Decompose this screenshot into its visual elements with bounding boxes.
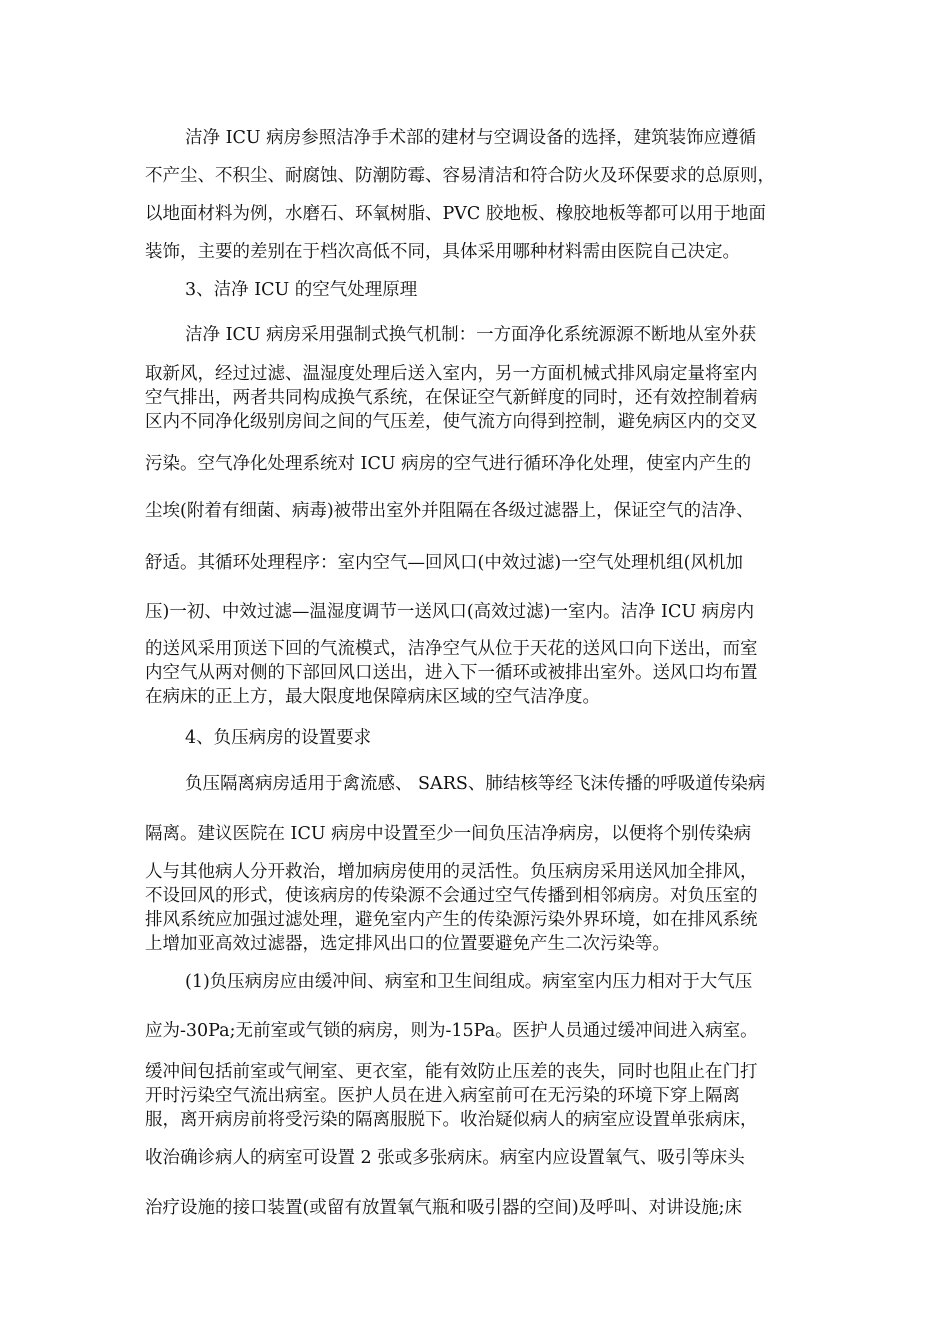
text-line: 负压隔离病房适用于禽流感、 SARS、肺结核等经飞沫传播的呼吸道传染病 xyxy=(185,774,766,794)
text-line: 在病床的正上方，最大限度地保障病床区域的空气洁净度。 xyxy=(145,687,600,707)
text-line: 收治确诊病人的病室可设置 2 张或多张病床。病室内应设置氧气、吸引等床头 xyxy=(145,1148,745,1168)
text-line: 空气排出，两者共同构成换气系统，在保证空气新鲜度的同时，还有效控制着病 xyxy=(145,388,758,408)
text-line: 的送风采用顶送下回的气流模式，洁净空气从位于天花的送风口向下送出，而室 xyxy=(145,639,758,659)
text-line: 洁净 ICU 病房参照洁净手术部的建材与空调设备的选择，建筑装饰应遵循 xyxy=(185,128,757,148)
text-line: 不设回风的形式，使该病房的传染源不会通过空气传播到相邻病房。对负压室的 xyxy=(145,886,758,906)
text-line: 以地面材料为例，水磨石、环氧树脂、PVC 胶地板、橡胶地板等都可以用于地面 xyxy=(145,204,766,224)
text-line: 治疗设施的接口装置(或留有放置氧气瓶和吸引器的空间)及呼叫、对讲设施;床 xyxy=(145,1198,743,1218)
text-line: 不产尘、不积尘、耐腐蚀、防潮防霉、容易清洁和符合防火及环保要求的总原则， xyxy=(145,166,775,186)
text-line: 开时污染空气流出病室。医护人员在进入病室前可在无污染的环境下穿上隔离 xyxy=(145,1086,740,1106)
text-line: 压)一初、中效过滤—温湿度调节一送风口(高效过滤)一室内。洁净 ICU 病房内 xyxy=(145,602,755,622)
text-line: 尘埃(附着有细菌、病毒)被带出室外并阻隔在各级过滤器上，保证空气的洁净、 xyxy=(145,501,754,521)
text-line: 上增加亚高效过滤器，选定排风出口的位置要避免产生二次污染等。 xyxy=(145,934,670,954)
text-line: 装饰，主要的差别在于档次高低不同，具体采用哪种材料需由医院自己决定。 xyxy=(145,242,740,262)
text-line: (1)负压病房应由缓冲间、病室和卫生间组成。病室室内压力相对于大气压 xyxy=(185,972,753,992)
text-line: 应为-30Pa;无前室或气锁的病房，则为-15Pa。医护人员通过缓冲间进入病室。 xyxy=(145,1021,758,1041)
text-line: 排风系统应加强过滤处理，避免室内产生的传染源污染外界环境，如在排风系统 xyxy=(145,910,758,930)
text-line: 污染。空气净化处理系统对 ICU 病房的空气进行循环净化处理，使室内产生的 xyxy=(145,454,752,474)
text-line: 服，离开病房前将受污染的隔离服脱下。收治疑似病人的病室应设置单张病床， xyxy=(145,1110,758,1130)
text-line: 区内不同净化级别房间之间的气压差，使气流方向得到控制，避免病区内的交叉 xyxy=(145,412,758,432)
text-line: 人与其他病人分开救治，增加病房使用的灵活性。负压病房采用送风加全排风， xyxy=(145,862,758,882)
text-line: 舒适。其循环处理程序：室内空气—回风口(中效过滤)一空气处理机组(风机加 xyxy=(145,553,743,573)
text-line: 洁净 ICU 病房采用强制式换气机制：一方面净化系统源源不断地从室外获 xyxy=(185,325,757,345)
text-line: 内空气从两对侧的下部回风口送出，进入下一循环或被排出室外。送风口均布置 xyxy=(145,663,758,683)
text-line: 缓冲间包括前室或气闸室、更衣室，能有效防止压差的丧失，同时也阻止在门打 xyxy=(145,1062,758,1082)
section-heading: 3、洁净 ICU 的空气处理原理 xyxy=(185,280,418,300)
text-line: 隔离。建议医院在 ICU 病房中设置至少一间负压洁净病房，以便将个别传染病 xyxy=(145,824,752,844)
text-line: 取新风，经过过滤、温湿度处理后送入室内，另一方面机械式排风扇定量将室内 xyxy=(145,364,758,384)
section-heading: 4、负压病房的设置要求 xyxy=(185,728,372,748)
